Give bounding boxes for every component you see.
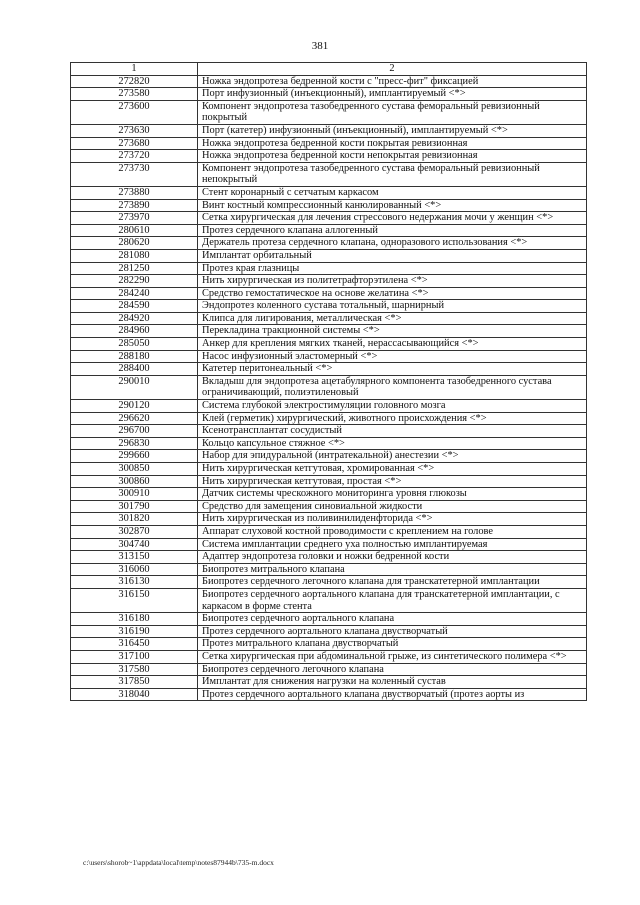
row-name: Клипса для лигирования, металлическая <*>	[198, 312, 587, 325]
row-name: Средство для замещения синовиальной жидкости	[198, 500, 587, 513]
row-name: Биопротез митрального клапана	[198, 563, 587, 576]
row-code: 273720	[71, 150, 198, 163]
row-name: Протез сердечного аортального клапана двустворчатый	[198, 625, 587, 638]
row-name: Ножка эндопротеза бедренной кости непокрытая ревизионная	[198, 150, 587, 163]
table-row	[71, 249, 587, 262]
row-code: 300850	[71, 463, 198, 476]
table-row	[71, 150, 587, 163]
row-code: 290010	[71, 375, 198, 399]
row-name: Биопротез сердечного легочного клапана для транскатетерной имплантации	[198, 576, 587, 589]
table-row	[71, 350, 587, 363]
table-row	[71, 325, 587, 338]
row-code: 302870	[71, 525, 198, 538]
table-body	[71, 75, 587, 701]
row-code: 284960	[71, 325, 198, 338]
row-code: 273680	[71, 137, 198, 150]
data-table	[70, 62, 587, 701]
row-name: Система глубокой электростимуляции головного мозга	[198, 400, 587, 413]
table-row	[71, 513, 587, 526]
table-row	[71, 437, 587, 450]
row-code: 318040	[71, 688, 198, 701]
table-row	[71, 663, 587, 676]
row-name: Ножка эндопротеза бедренной кости покрытая ревизионная	[198, 137, 587, 150]
table-row	[71, 312, 587, 325]
table-row	[71, 375, 587, 399]
row-name: Порт (катетер) инфузионный (инъекционный), имплантируемый <*>	[198, 124, 587, 137]
table-row	[71, 199, 587, 212]
column-header-name: 2	[198, 63, 587, 76]
row-name: Протез сердечного аортального клапана двустворчатый (протез аорты из	[198, 688, 587, 701]
row-code: 296700	[71, 425, 198, 438]
row-name: Средство гемостатическое на основе желатина <*>	[198, 287, 587, 300]
table-row	[71, 488, 587, 501]
row-code: 273580	[71, 88, 198, 101]
table-row	[71, 638, 587, 651]
row-name: Датчик системы чрескожного мониторинга уровня глюкозы	[198, 488, 587, 501]
row-code: 316180	[71, 613, 198, 626]
row-name: Вкладыш для эндопротеза ацетабулярного компонента тазобедренного сустава ограничивающий, полиэтиленовый	[198, 375, 587, 399]
table-row	[71, 525, 587, 538]
row-code: 280610	[71, 224, 198, 237]
row-name: Катетер перитонеальный <*>	[198, 363, 587, 376]
row-code: 296830	[71, 437, 198, 450]
row-name: Имплантат орбитальный	[198, 249, 587, 262]
row-code: 280620	[71, 237, 198, 250]
row-code: 300860	[71, 475, 198, 488]
row-name: Компонент эндопротеза тазобедренного сустава феморальный ревизионный покрытый	[198, 100, 587, 124]
row-code: 290120	[71, 400, 198, 413]
table-row	[71, 588, 587, 612]
row-name: Биопротез сердечного легочного клапана	[198, 663, 587, 676]
row-code: 284590	[71, 300, 198, 313]
table-row	[71, 563, 587, 576]
row-name: Винт костный компрессионный канюлированный <*>	[198, 199, 587, 212]
row-code: 301820	[71, 513, 198, 526]
row-code: 313150	[71, 551, 198, 564]
row-code: 282290	[71, 275, 198, 288]
row-code: 300910	[71, 488, 198, 501]
row-name: Клей (герметик) хирургический, животного происхождения <*>	[198, 412, 587, 425]
row-code: 316450	[71, 638, 198, 651]
row-code: 316190	[71, 625, 198, 638]
row-name: Аппарат слуховой костной проводимости с креплением на голове	[198, 525, 587, 538]
table-row	[71, 275, 587, 288]
row-code: 299660	[71, 450, 198, 463]
row-name: Нить хирургическая кетгутовая, хромированная <*>	[198, 463, 587, 476]
table-row	[71, 137, 587, 150]
table-row	[71, 576, 587, 589]
table-row	[71, 551, 587, 564]
table-row	[71, 287, 587, 300]
row-code: 317580	[71, 663, 198, 676]
row-code: 281250	[71, 262, 198, 275]
row-code: 285050	[71, 338, 198, 351]
row-name: Набор для эпидуральной (интратекальной) анестезии <*>	[198, 450, 587, 463]
table-row	[71, 475, 587, 488]
row-name: Сетка хирургическая для лечения стрессового недержания мочи у женщин <*>	[198, 212, 587, 225]
row-code: 273630	[71, 124, 198, 137]
row-name: Ножка эндопротеза бедренной кости с "пресс-фит" фиксацией	[198, 75, 587, 88]
table-row	[71, 262, 587, 275]
row-code: 317850	[71, 676, 198, 689]
row-code: 273880	[71, 186, 198, 199]
row-name: Протез митрального клапана двустворчатый	[198, 638, 587, 651]
table-row	[71, 676, 587, 689]
row-name: Эндопротез коленного сустава тотальный, шарнирный	[198, 300, 587, 313]
table-row	[71, 425, 587, 438]
table-row	[71, 463, 587, 476]
table-row	[71, 650, 587, 663]
table-row	[71, 124, 587, 137]
row-code: 316060	[71, 563, 198, 576]
table-row	[71, 88, 587, 101]
row-name: Сетка хирургическая при абдоминальной грыже, из синтетического полимера <*>	[198, 650, 587, 663]
row-code: 273890	[71, 199, 198, 212]
table-row	[71, 625, 587, 638]
row-code: 288400	[71, 363, 198, 376]
row-code: 301790	[71, 500, 198, 513]
table-row	[71, 237, 587, 250]
table-row	[71, 450, 587, 463]
footer-file-path: c:\users\shorob~1\appdata\local\temp\notes87944b\735-m.docx	[83, 858, 274, 867]
row-code: 296620	[71, 412, 198, 425]
table-row	[71, 224, 587, 237]
table-row	[71, 688, 587, 701]
row-name: Протез края глазницы	[198, 262, 587, 275]
row-code: 284920	[71, 312, 198, 325]
row-name: Нить хирургическая кетгутовая, простая <*>	[198, 475, 587, 488]
table-row	[71, 500, 587, 513]
row-name: Порт инфузионный (инъекционный), имплантируемый <*>	[198, 88, 587, 101]
row-name: Держатель протеза сердечного клапана, одноразового использования <*>	[198, 237, 587, 250]
row-name: Насос инфузионный эластомерный <*>	[198, 350, 587, 363]
row-name: Перекладина тракционной системы <*>	[198, 325, 587, 338]
row-name: Кольцо капсульное стяжное <*>	[198, 437, 587, 450]
row-code: 284240	[71, 287, 198, 300]
page-number: 381	[311, 40, 329, 52]
row-name: Протез сердечного клапана аллогенный	[198, 224, 587, 237]
row-code: 304740	[71, 538, 198, 551]
table-row	[71, 75, 587, 88]
table-row	[71, 162, 587, 186]
row-name: Стент коронарный с сетчатым каркасом	[198, 186, 587, 199]
table-row	[71, 300, 587, 313]
table-row	[71, 538, 587, 551]
row-code: 288180	[71, 350, 198, 363]
table-header-row	[71, 63, 587, 76]
row-name: Нить хирургическая из поливинилиденфторида <*>	[198, 513, 587, 526]
row-code: 316150	[71, 588, 198, 612]
row-name: Анкер для крепления мягких тканей, нерассасывающийся <*>	[198, 338, 587, 351]
column-header-code: 1	[71, 63, 198, 76]
row-code: 272820	[71, 75, 198, 88]
table-row	[71, 212, 587, 225]
row-name: Система имплантации среднего уха полностью имплантируемая	[198, 538, 587, 551]
table-row	[71, 338, 587, 351]
row-name: Адаптер эндопротеза головки и ножки бедренной кости	[198, 551, 587, 564]
row-name: Биопротез сердечного аортального клапана для транскатетерной имплантации, с каркасом в форме стента	[198, 588, 587, 612]
row-name: Нить хирургическая из политетрафторэтилена <*>	[198, 275, 587, 288]
table-row	[71, 186, 587, 199]
table-row	[71, 613, 587, 626]
row-code: 273970	[71, 212, 198, 225]
row-code: 281080	[71, 249, 198, 262]
row-name: Биопротез сердечного аортального клапана	[198, 613, 587, 626]
row-code: 317100	[71, 650, 198, 663]
row-name: Имплантат для снижения нагрузки на коленный сустав	[198, 676, 587, 689]
table-row	[71, 100, 587, 124]
table-row	[71, 412, 587, 425]
row-name: Компонент эндопротеза тазобедренного сустава феморальный ревизионный непокрытый	[198, 162, 587, 186]
table-row	[71, 363, 587, 376]
row-code: 316130	[71, 576, 198, 589]
row-code: 273730	[71, 162, 198, 186]
table-row	[71, 400, 587, 413]
row-code: 273600	[71, 100, 198, 124]
row-name: Ксенотрансплантат сосудистый	[198, 425, 587, 438]
